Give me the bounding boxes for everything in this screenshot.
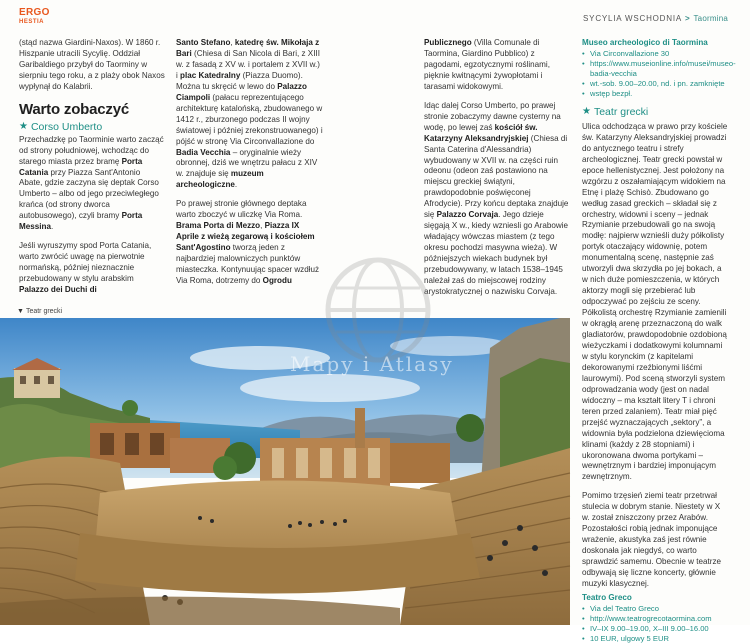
- bold-term: Ogrodu: [262, 276, 292, 286]
- text-column-2: [176, 38, 323, 295]
- paragraph: (stąd nazwa Giardini-Naxos). W 1860 r. Hiszpanie utracili Sycylię. Oddział Garibaldiego przybył do Taorminy w sierpniu tego roku, a z plaży obok Naxos wypłynął do Kalabrii.: [19, 38, 165, 91]
- museum-info-title: Museo archeologico di Taormina: [582, 38, 708, 47]
- info-link[interactable]: • http://www.teatrogrecotaormina.com: [582, 614, 728, 624]
- brand-top: ERGO: [19, 7, 50, 18]
- bold-term: muzeum archeologiczne: [176, 169, 264, 190]
- running-subtitle: Taormina: [693, 14, 728, 23]
- photo-caption: [17, 308, 62, 315]
- subsection-title: Teatr grecki: [593, 105, 649, 118]
- bold-term: plac Katedralny: [180, 70, 241, 80]
- bold-term: Badia Vecchia: [176, 147, 231, 157]
- star-icon: ★: [582, 105, 591, 117]
- info-hours: • IV–IX 9.00–19.00, X–III 9.00–16.00: [582, 624, 728, 634]
- paragraph: Ulica odchodząca w prawo przy kościele św. Katarzyny Aleksandryjskiej prowadzi do antycznego teatru i strefy archeologicznej. Teatr grecki powstał w epoce hellenistycznej. Jest położony na wzgórzu z oszałamiającym widokiem na Etnę i plażę Schisò. Zbudowano go według zasad greckich – składał się z orchestry, widowni i sceny – jednak Rzymianie przebudowali go na swoją modłę: najpierw wznieśli duży półkolisty portyk otaczający widownię, potem monumentalną scenę, następnie zaś utworzyli dwa skrzydła po jej bokach, a w nich duże pomieszczenia, w których aktorzy mogli się przebierać lub odpoczywać po zejściu ze sceny. Półkolistą orchestrę Rzymianie zamienili w okrągłą arenę przeznaczoną do walk gladiatorów, prawdopodobnie ozdobioną wieżyczkami i dodatkowymi kolumnami w stylu korynckim (z kapitelami dekorowanymi rzeźbionymi liśćmi laurowymi). Pod sceną stworzyli system odprowadzania wody (jest on nadal widoczny – ma kształt litery T i chroni teren przed zalaniem). Teatr miał pięć przejść wyznaczających „sektory”, a widownia była podzielona dziewięcioma klinami (każdy z 28 stopniami) i ukoronowana dwoma portykami – wewnętrznym i bardziej imponującym zewnętrznym.: [582, 121, 728, 482]
- bold-term: Publicznego: [424, 38, 472, 47]
- paragraph: Pomimo trzęsień ziemi teatr przetrwał stulecia w dobrym stanie. Niestety w X w. został zniszczony przez Arabów. Pozostałości robią jednak imponujące wrażenie, akustyka zaś jest równie doskonała jak niegdyś, co warto sprawdzić samemu. Obecnie w teatrze odbywają się liczne koncerty, głównie muzyki klasycznej.: [582, 491, 721, 588]
- info-price: • 10 EUR, ulgowy 5 EUR: [582, 634, 728, 644]
- text-column-1: [19, 38, 165, 304]
- subsection-title: Corso Umberto: [30, 120, 103, 133]
- paragraph: Przechadzkę po Taorminie warto zacząć od strony południowej, wchodząc do starego miasta przez bramę Porta Catania przy Piazza Sant'Antonio Abate, gdzie zaczyna się deptak Corso Umberto – albo od jego przeciwległego krańca (od strony dworca autobusowego), czyli bramy Porta Messina.: [19, 134, 164, 232]
- bold-term: Piazza IX Aprile z wieżą zegarową i kościołem Sant'Agostino: [176, 221, 315, 253]
- subsection-corso-umberto: [19, 122, 165, 133]
- triangle-down-icon: ▼: [17, 308, 24, 315]
- info-link[interactable]: • https://www.museionline.info/musei/museo-badia-vecchia: [582, 59, 728, 79]
- paragraph: Po prawej stronie głównego deptaka warto zboczyć w uliczkę Via Roma. Brama Porta di Mezzo, Piazza IX Aprile z wieżą zegarową i kościołem Sant'Agostino tworzą jeden z najbardziej malowniczych punktów miasteczka. Kontynuując spacer wzdłuż Via Roma, dotrzemy do Ogrodu: [176, 199, 320, 286]
- info-hours: • wt.-sob. 9.00–20.00, nd. i pn. zamknięte: [582, 79, 728, 89]
- caption-text: Teatr grecki: [25, 308, 63, 315]
- teatr-grecki-photo: [0, 318, 570, 625]
- watermark-text: Mapy i Atlasy: [290, 352, 454, 376]
- paragraph: Idąc dalej Corso Umberto, po prawej stronie zobaczymy dawne cysterny na wodę, po lewej zaś kościół św. Katarzyny Aleksandryjskiej (Chiesa di Santa Caterina d'Alessandria) wybudowany w XVII w. na części ruin odeonu (odeon zaś postawiono na miejscu greckiej świątyni, prawdopodobnie poświęconej Afrodycie). Przy końcu deptaka znajduje się Palazzo Corvaja. Jego dzieje sięgają X w., kiedy wzniesli go Arabowie władający wówczas miastem (z tego okresu pochodzi masywna wieża). W późniejszych wiekach budynek był przebudowywany, w latach 1538–1945 należał zaś do miejscowej rodziny arystokratycznej o nazwisku Corvaja.: [424, 100, 569, 296]
- running-header: [583, 14, 728, 23]
- text-column-4: [582, 38, 736, 644]
- bold-term: katedrę św. Mikołaja z Bari: [176, 38, 320, 58]
- bold-term: Palazzo dei Duchi di: [19, 285, 97, 295]
- text-column-3: [424, 38, 570, 306]
- paragraph: Publicznego (Villa Comunale di Taormina, Giardino Pubblico) z pagodami, egzotycznymi roślinami, pięknie kwitnącymi żywopłotami i tarasami widokowymi.: [424, 38, 550, 91]
- paragraph: Jeśli wyruszymy spod Porta Catania, warto zwrócić uwagę na pierwotnie normańską, później nieznacznie przebudowany w stylu arabskim Palazzo dei Duchi di: [19, 241, 152, 295]
- teatro-info-list: [582, 604, 728, 644]
- running-title: SYCYLIA WSCHODNIA: [583, 14, 682, 23]
- teatro-info-title: Teatro Greco: [582, 592, 632, 602]
- running-separator: >: [685, 14, 691, 23]
- subsection-teatr-grecki: [582, 107, 728, 118]
- brand-logo: [19, 8, 50, 25]
- info-price: • wstęp bezpł.: [582, 89, 728, 99]
- bold-term: Porta Messina: [19, 211, 143, 232]
- info-address: • Via del Teatro Greco: [582, 604, 728, 614]
- section-title: Warto zobaczyć: [19, 100, 130, 118]
- paragraph: Santo Stefano, katedrę św. Mikołaja z Bari (Chiesa di San Nicola di Bari, z XIII w. z fasadą z XV w. i portalem z XVII w.) i plac Katedralny (Piazza Duomo). Można tu skręcić w lewo do Palazzo Ciampoli (pałacu reprezentującego architekturę katalońską, zbudowanego w 1412 r., zburzonego podczas II wojny światowej i później zrekonstruowanego) i pójść w stronę Via Circonvallazione do Badia Vecchia – oryginalnie wieży obronnej, dziś we wnętrzu pałacu z XIV w. znajduje się muzeum archeologiczne.: [176, 38, 323, 190]
- bold-term: kościół św. Katarzyny Aleksandryjskiej: [424, 122, 538, 143]
- brand-bottom: HESTIA: [19, 19, 45, 25]
- bold-term: Palazzo Ciampoli: [176, 81, 307, 102]
- info-address: • Via Circonvallazione 30: [582, 49, 728, 59]
- bold-term: Palazzo Corvaja: [436, 210, 499, 220]
- star-icon: ★: [19, 120, 28, 132]
- bold-term: Porta Catania: [19, 156, 143, 177]
- bold-term: Santo Stefano: [176, 38, 231, 47]
- museum-info-list: [582, 48, 736, 99]
- bold-term: Brama Porta di Mezzo: [176, 221, 261, 231]
